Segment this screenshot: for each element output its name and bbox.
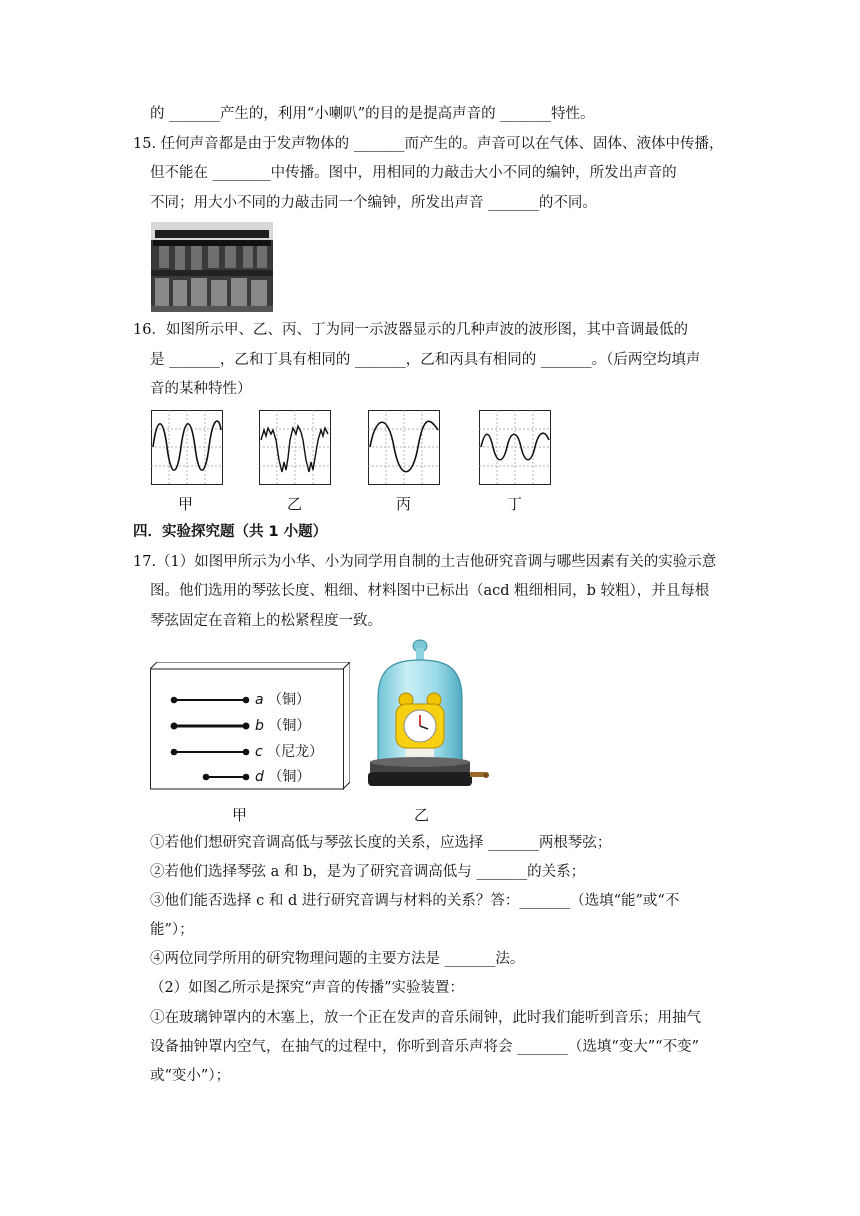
figure-caption-jia: 甲 bbox=[232, 806, 248, 824]
question-17-line-1: 17.（1）如图甲所示为小华、小为同学用自制的土吉他研究音调与哪些因素有关的实验示意 bbox=[133, 554, 717, 570]
string-b-label bbox=[255, 716, 310, 736]
question-17-part-2-sub-1-end: 或“变小”）； bbox=[150, 1068, 231, 1084]
string-d-letter: d bbox=[255, 769, 264, 785]
question-16-line-2: 是 _______，乙和丁具有相同的 _______，乙和丙具有相同的 _______。（后两空均填声 bbox=[150, 352, 701, 368]
figure-caption-yi: 乙 bbox=[414, 806, 430, 824]
waveform-yi bbox=[259, 410, 331, 485]
bells-photo bbox=[151, 222, 273, 312]
question-17-sub-3: ③他们能否选择 c 和 d 进行研究音调与材料的关系？答：_______（选填“能”或“不 bbox=[150, 893, 680, 909]
waveform-label-ding: 丁 bbox=[507, 495, 523, 513]
question-17-sub-1: ①若他们想研究音调高低与琴弦长度的关系，应选择 _______两根琴弦； bbox=[150, 835, 612, 851]
question-15-line-2: 但不能在 ________中传播。图中，用相同的力敲击大小不同的编钟，所发出声音的 bbox=[150, 165, 677, 181]
text-line-1: 的 _______产生的，利用“小喇叭”的目的是提高声音的 _______特性。 bbox=[150, 106, 595, 122]
section-heading: 四．实验探究题（共 1 小题） bbox=[133, 524, 328, 540]
question-17-sub-2: ②若他们选择琴弦 a 和 b，是为了研究音调高低与 _______的关系； bbox=[150, 864, 586, 880]
string-a-material: （铜） bbox=[268, 692, 311, 708]
strings-diagram bbox=[150, 662, 350, 792]
question-17-part-2: （2）如图乙所示是探究“声音的传播”实验装置： bbox=[150, 980, 465, 996]
question-17-line-2: 图。他们选用的琴弦长度、粗细、材料图中已标出（acd 粗细相同，b 较粗），并且每根 bbox=[150, 583, 710, 599]
string-c-material: （尼龙） bbox=[267, 744, 324, 760]
waveform-ding bbox=[479, 410, 551, 485]
question-17-part-2-sub-1: ①在玻璃钟罩内的木塞上，放一个正在发声的音乐闹钟，此时我们能听到音乐；用抽气 bbox=[150, 1010, 701, 1026]
waveform-label-jia: 甲 bbox=[178, 495, 194, 513]
string-c-label bbox=[255, 742, 323, 762]
question-15-line-3: 不同；用大小不同的力敲击同一个编钟，所发出声音 _______的不同。 bbox=[150, 195, 597, 211]
question-17-sub-4: ④两位同学所用的研究物理问题的主要方法是 _______法。 bbox=[150, 951, 525, 967]
question-16-line-1: 16．如图所示甲、乙、丙、丁为同一示波器显示的几种声波的波形图，其中音调最低的 bbox=[133, 322, 688, 338]
question-17-part-2-sub-1-cont: 设备抽钟罩内空气，在抽气的过程中，你听到音乐声将会 _______（选填“变大”“不变” bbox=[150, 1039, 700, 1055]
string-b-letter: b bbox=[255, 718, 264, 734]
question-17-line-3: 琴弦固定在音箱上的松紧程度一致。 bbox=[150, 613, 382, 629]
string-d-label bbox=[255, 767, 310, 787]
waveform-label-yi: 乙 bbox=[287, 495, 303, 513]
string-b-material: （铜） bbox=[268, 718, 311, 734]
string-a-label bbox=[255, 690, 310, 710]
question-17-sub-3-cont: 能”）； bbox=[150, 922, 194, 938]
waveform-label-bing: 丙 bbox=[396, 495, 412, 513]
string-a-letter: a bbox=[255, 692, 264, 708]
question-16-line-3: 音的某种特性） bbox=[150, 381, 252, 397]
waveform-jia bbox=[151, 410, 223, 485]
string-c-letter: c bbox=[255, 744, 263, 760]
bell-jar-illustration bbox=[366, 638, 490, 790]
question-15-line-1: 15. 任何声音都是由于发声物体的 _______而产生的。声音可以在气体、固体、液体中传播， bbox=[133, 136, 724, 152]
string-d-material: （铜） bbox=[268, 769, 311, 785]
waveform-bing bbox=[368, 410, 440, 485]
